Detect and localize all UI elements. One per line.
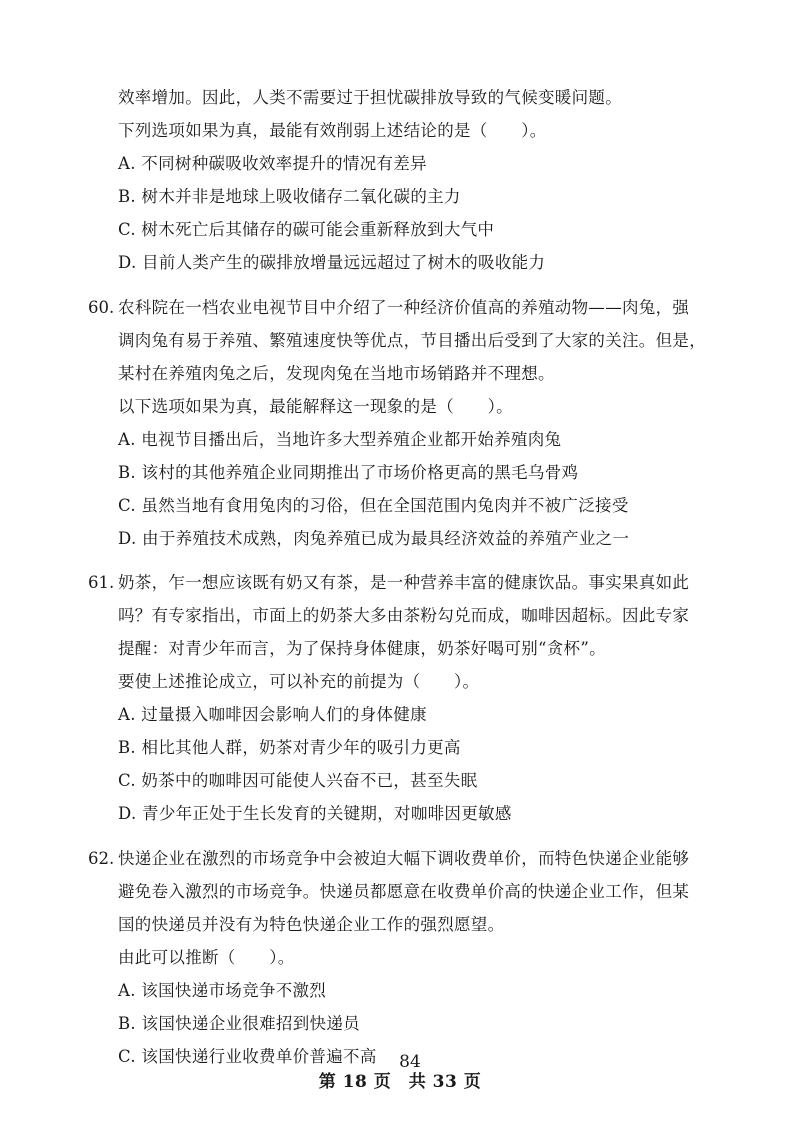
question-number: 62. [88, 849, 115, 868]
option-a: A. 该国快递市场竞争不激烈 [118, 981, 327, 1000]
page-footer-label: 第 18 页 共 33 页 [318, 1072, 482, 1092]
option-c: C. 虽然当地有食用兔肉的习俗，但在全国范围内兔肉并不被广泛接受 [118, 496, 629, 515]
question-prompt: 由此可以推断（ ）。 [118, 948, 295, 967]
option-c: C. 树木死亡后其储存的碳可能会重新释放到大气中 [118, 220, 495, 239]
passage-line: 奶茶，乍一想应该既有奶又有茶，是一种营养丰富的健康饮品。事实果真如此 [118, 573, 690, 592]
option-d: D. 青少年正处于生长发育的关键期，对咖啡因更敏感 [118, 804, 512, 823]
option-a: A. 过量摄入咖啡因会影响人们的身体健康 [118, 705, 427, 724]
option-b: B. 树木并非是地球上吸收储存二氧化碳的主力 [118, 187, 461, 206]
passage-line: 农科院在一档农业电视节目中介绍了一种经济价值高的养殖动物——肉兔，强 [118, 298, 690, 317]
option-c: C. 奶茶中的咖啡因可能使人兴奋不已，甚至失眠 [118, 771, 478, 790]
passage-line: 避免卷入激烈的市场竞争。快递员都愿意在收费单价高的快递企业工作，但某 [118, 882, 690, 901]
question-prompt: 下列选项如果为真，最能有效削弱上述结论的是（ ）。 [118, 121, 547, 140]
option-b: B. 该村的其他养殖企业同期推出了市场价格更高的黑毛乌骨鸡 [118, 463, 579, 482]
passage-line: 吗？有专家指出，市面上的奶茶大多由茶粉勾兑而成，咖啡因超标。因此专家 [118, 606, 690, 625]
passage-line: 效率增加。因此，人类不需要过于担忧碳排放导致的气候变暖问题。 [118, 88, 622, 107]
option-c: C. 该国快递行业收费单价普遍不高 [118, 1047, 377, 1066]
passage-line: 快递企业在激烈的市场竞争中会被迫大幅下调收费单价，而特色快递企业能够 [118, 849, 690, 868]
passage-line: 某村在养殖肉兔之后，发现肉兔在当地市场销路并不理想。 [118, 364, 555, 383]
option-d: D. 目前人类产生的碳排放增量远远超过了树木的吸收能力 [118, 253, 546, 272]
page-number: 84 [399, 1052, 421, 1072]
option-b: B. 该国快递企业很难招到快递员 [118, 1014, 360, 1033]
question-prompt: 要使上述推论成立，可以补充的前提为（ ）。 [118, 672, 480, 691]
option-d: D. 由于养殖技术成熟，肉兔养殖已成为最具经济效益的养殖产业之一 [118, 529, 630, 548]
option-a: A. 电视节目播出后，当地许多大型养殖企业都开始养殖肉兔 [118, 430, 562, 449]
question-prompt: 以下选项如果为真，最能解释这一现象的是（ ）。 [118, 397, 513, 416]
option-b: B. 相比其他人群，奶茶对青少年的吸引力更高 [118, 738, 461, 757]
passage-line: 调肉兔有易于养殖、繁殖速度快等优点，节目播出后受到了大家的关注。但是， [118, 331, 706, 350]
passage-line: 提醒：对青少年而言，为了保持身体健康，奶茶好喝可别“贪杯”。 [118, 639, 606, 658]
option-a: A. 不同树种碳吸收效率提升的情况有差异 [118, 154, 427, 173]
passage-line: 国的快递员并没有为特色快递企业工作的强烈愿望。 [118, 915, 505, 934]
question-number: 60. [88, 298, 115, 317]
question-number: 61. [88, 573, 115, 592]
